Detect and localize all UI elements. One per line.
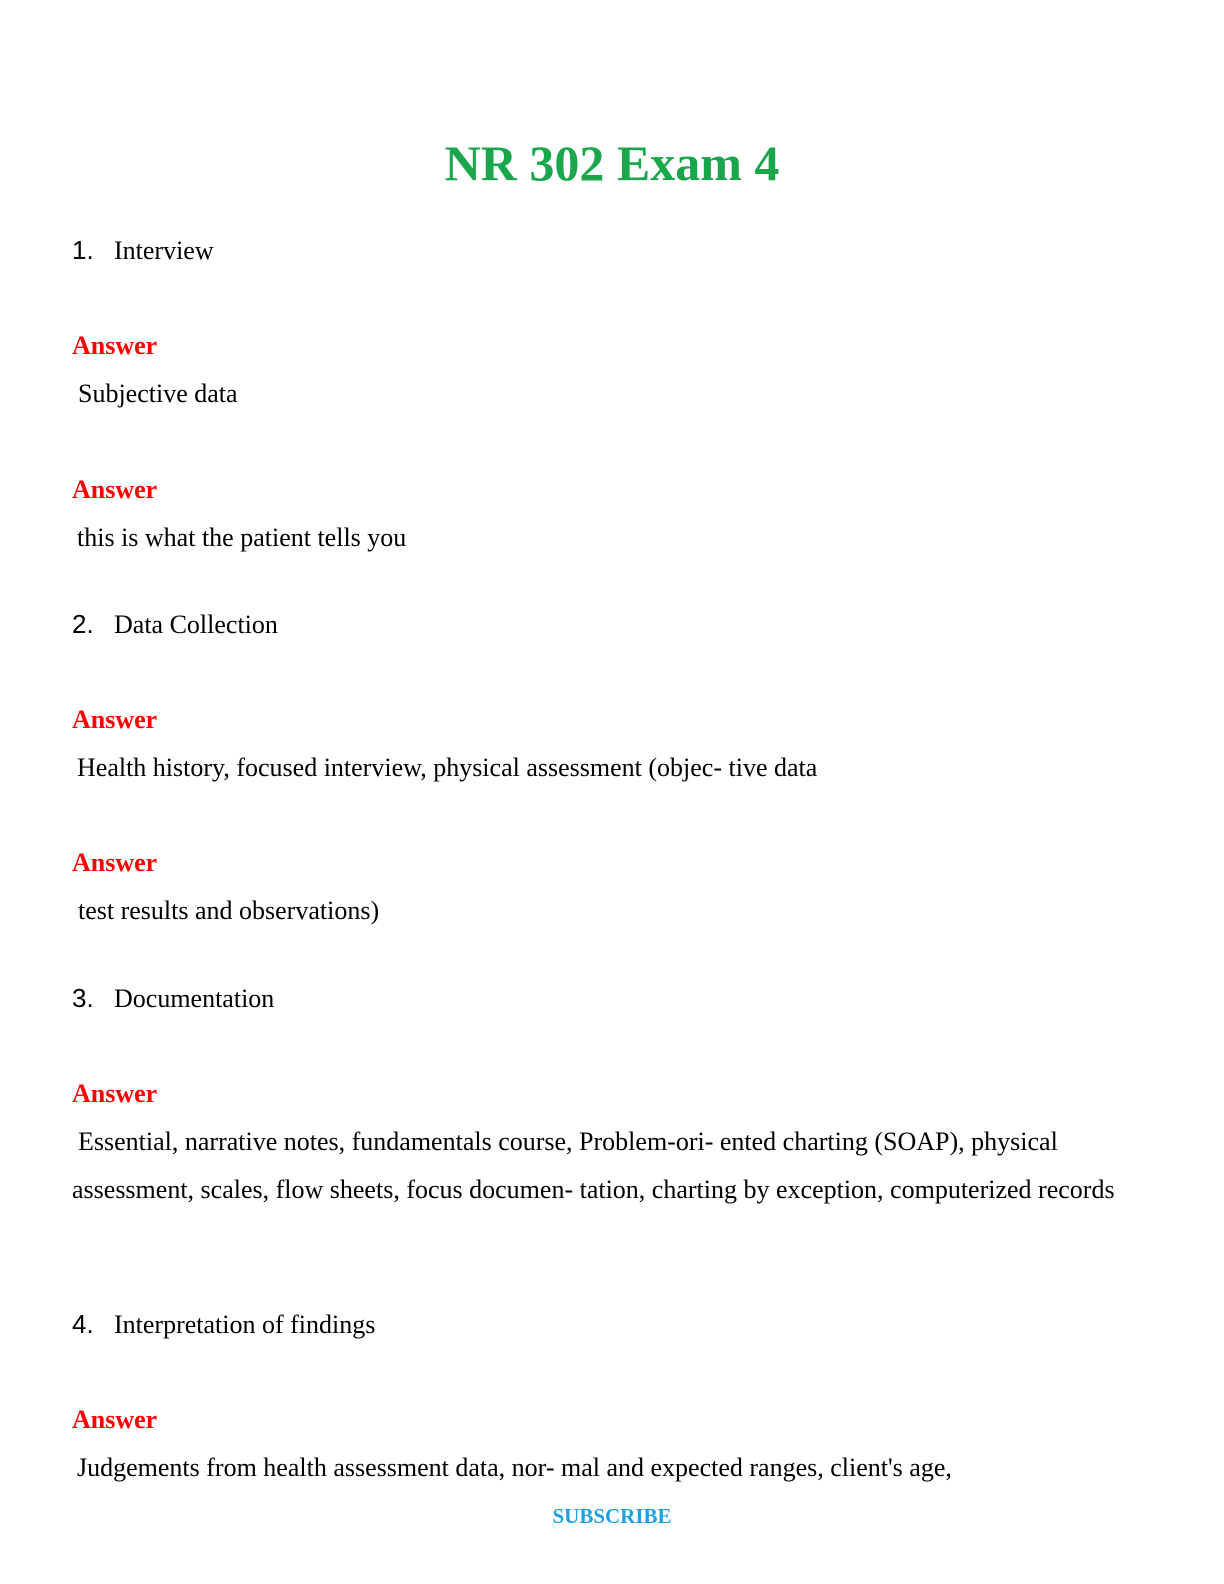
answer-text: this is what the patient tells you — [77, 523, 407, 552]
answer-label: Answer — [72, 705, 158, 734]
answer-label: Answer — [72, 475, 158, 504]
answer-text: test results and observations) — [78, 896, 380, 925]
page-title: NR 302 Exam 4 — [444, 135, 780, 191]
question-number: 2. — [72, 609, 94, 639]
answer-label: Answer — [72, 1079, 158, 1108]
question-text: Data Collection — [114, 610, 278, 639]
question-text: Interpretation of findings — [114, 1310, 376, 1339]
subscribe-link[interactable]: SUBSCRIBE — [552, 1504, 672, 1528]
question-text: Interview — [114, 236, 214, 265]
answer-text: Judgements from health assessment data, nor- mal and expected ranges, client's age, — [77, 1453, 952, 1482]
answer-label: Answer — [72, 848, 158, 877]
answer-text: Essential, narrative notes, fundamentals course, Problem-ori- ented charting (SOAP), physical assessment, scales, flow sheets, focus documen- tation, charting by exception, computerized records — [72, 1127, 1115, 1204]
question-number: 4. — [72, 1309, 94, 1339]
answer-label: Answer — [72, 331, 158, 360]
question-2 — [72, 607, 278, 642]
question-number: 3. — [72, 983, 94, 1013]
question-3 — [72, 981, 274, 1016]
question-1 — [72, 233, 214, 268]
question-text: Documentation — [114, 984, 275, 1013]
answer-text: Health history, focused interview, physical assessment (objec- tive data — [77, 753, 818, 782]
answer-label: Answer — [72, 1405, 158, 1434]
question-4 — [72, 1307, 375, 1342]
question-number: 1. — [72, 235, 94, 265]
answer-text: Subjective data — [78, 379, 238, 408]
